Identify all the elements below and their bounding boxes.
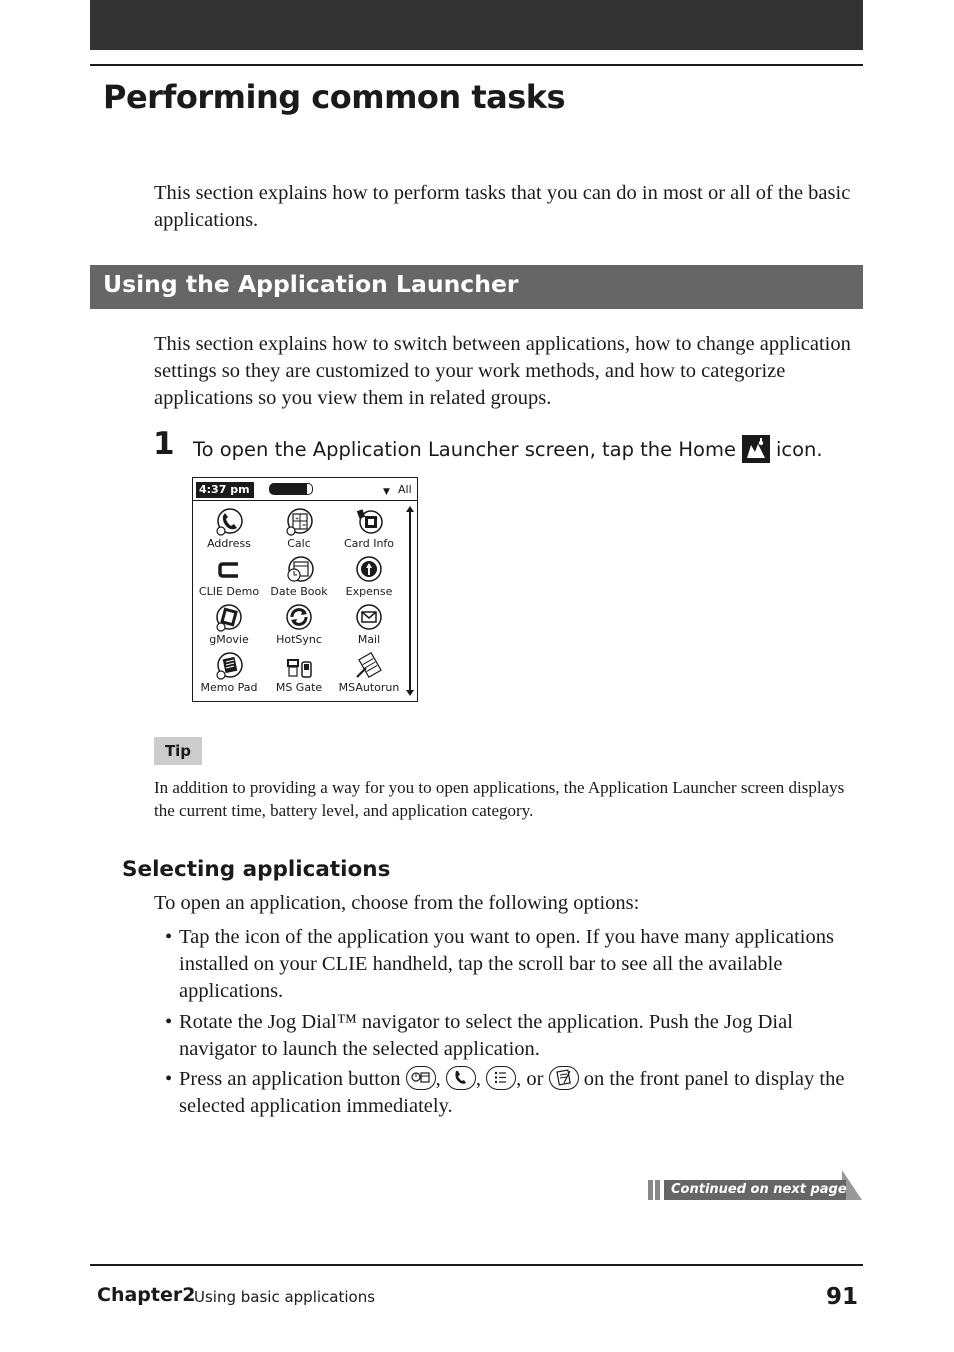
app-label: MS Gate bbox=[275, 681, 323, 694]
page-number: 91 bbox=[826, 1284, 859, 1310]
app-label: CLIE Demo bbox=[198, 585, 260, 598]
category-selector[interactable]: All bbox=[398, 483, 412, 496]
step-text-after: icon. bbox=[775, 437, 823, 461]
bullet-mark: • bbox=[165, 1011, 173, 1033]
app-label: Mail bbox=[357, 633, 381, 646]
launcher-app[interactable] bbox=[193, 601, 265, 649]
bullet-mark: • bbox=[165, 1068, 173, 1090]
bullet-text: Rotate the Jog Dial™ navigator to select the application. Push the Jog Dial navigator to launch the selected application. bbox=[179, 1011, 793, 1060]
calc-icon bbox=[284, 507, 314, 537]
button-separator: , or bbox=[516, 1068, 544, 1090]
card-info-icon bbox=[354, 507, 384, 537]
ms-gate-icon bbox=[284, 651, 314, 681]
app-label: Calc bbox=[287, 537, 311, 550]
step-text-before: To open the Application Launcher screen, tap the Home bbox=[193, 437, 736, 461]
app-label: Memo Pad bbox=[200, 681, 258, 694]
intro-paragraph: This section explains how to perform tasks that you can do in most or all of the basic applications. bbox=[154, 182, 851, 231]
mail-icon bbox=[354, 603, 384, 633]
expense-icon bbox=[354, 555, 384, 585]
bullet-item bbox=[165, 1009, 855, 1063]
category-dropdown-arrow-icon[interactable]: ▼ bbox=[383, 487, 390, 497]
section-paragraph: This section explains how to switch between applications, how to change application settings so they are customized to your work methods, and how to categorize applications so you view them in related groups. bbox=[154, 333, 851, 409]
bullet-text bbox=[179, 1066, 855, 1120]
button-separator: , bbox=[475, 1068, 481, 1090]
hotsync-icon bbox=[284, 603, 314, 633]
clock-display[interactable]: 4:37 pm bbox=[196, 482, 254, 498]
battery-gauge bbox=[269, 483, 313, 495]
launcher-scrollbar[interactable] bbox=[406, 506, 414, 696]
section-title: Using the Application Launcher bbox=[103, 270, 519, 298]
launcher-app[interactable] bbox=[333, 649, 405, 697]
tip-label: Tip bbox=[154, 737, 202, 765]
bullet-item bbox=[165, 1066, 855, 1120]
footer-section-title: Using basic applications bbox=[194, 1288, 376, 1306]
svg-text:=: = bbox=[302, 523, 307, 529]
launcher-app[interactable] bbox=[263, 649, 335, 697]
top-header-bar bbox=[90, 0, 863, 50]
launcher-app[interactable] bbox=[263, 505, 335, 553]
address-icon bbox=[214, 507, 244, 537]
subsection-heading: Selecting applications bbox=[122, 857, 391, 882]
footer-chapter: Chapter2 bbox=[97, 1284, 196, 1306]
launcher-app[interactable] bbox=[333, 505, 405, 553]
launcher-app[interactable] bbox=[263, 601, 335, 649]
page-title: Performing common tasks bbox=[103, 78, 566, 116]
launcher-app[interactable] bbox=[193, 553, 265, 601]
msautorun-icon bbox=[354, 651, 384, 681]
application-launcher-screen bbox=[192, 477, 418, 702]
bullet-item bbox=[165, 924, 855, 1005]
launcher-app[interactable] bbox=[193, 649, 265, 697]
bullet-mark: • bbox=[165, 926, 173, 948]
address-button-icon bbox=[446, 1066, 476, 1090]
app-label: MSAutorun bbox=[338, 681, 400, 694]
gmovie-icon bbox=[214, 603, 244, 633]
app-label: HotSync bbox=[276, 633, 322, 646]
launcher-app[interactable] bbox=[263, 553, 335, 601]
app-label: gMovie bbox=[209, 633, 249, 646]
continued-stripes bbox=[648, 1180, 662, 1200]
options-intro: To open an application, choose from the following options: bbox=[154, 892, 640, 914]
launcher-app[interactable] bbox=[333, 601, 405, 649]
app-label: Expense bbox=[345, 585, 393, 598]
clie-demo-icon bbox=[214, 555, 244, 585]
footer-rule bbox=[90, 1264, 863, 1266]
step-instruction bbox=[193, 435, 823, 463]
launcher-status-bar bbox=[193, 478, 417, 501]
memo-pad-icon bbox=[214, 651, 244, 681]
app-label: Card Info bbox=[343, 537, 395, 550]
memo-button-icon bbox=[549, 1066, 579, 1090]
launcher-app[interactable] bbox=[193, 505, 265, 553]
date-book-button-icon bbox=[406, 1066, 436, 1090]
date-book-icon bbox=[284, 555, 314, 585]
bullet-text-before: Press an application button bbox=[179, 1068, 401, 1090]
app-label: Address bbox=[207, 537, 251, 550]
button-separator: , bbox=[435, 1068, 441, 1090]
launcher-app[interactable] bbox=[333, 553, 405, 601]
home-icon bbox=[742, 435, 770, 463]
svg-text:+: + bbox=[295, 516, 300, 522]
top-rule bbox=[90, 64, 863, 66]
step-number: 1 bbox=[153, 426, 175, 462]
continued-on-next-page: Continued on next page bbox=[664, 1180, 846, 1200]
todo-button-icon bbox=[486, 1066, 516, 1090]
tip-text: In addition to providing a way for you to open applications, the Application Launcher screen displays the current time, battery level, and application category. bbox=[154, 778, 845, 820]
bullet-text: Tap the icon of the application you want to open. If you have many applications installed on your CLIE handheld, tap the scroll bar to see all the available applications. bbox=[179, 926, 834, 1002]
app-label: Date Book bbox=[270, 585, 328, 598]
bullet-text-after: on the front panel to display the selected application immediately. bbox=[179, 1068, 845, 1117]
